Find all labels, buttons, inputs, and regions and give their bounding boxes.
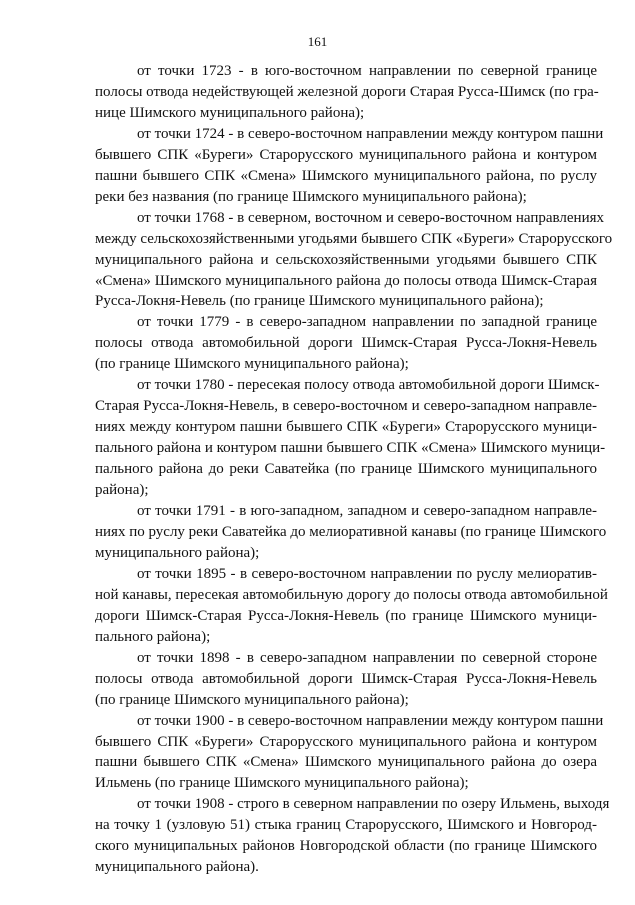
text-line: пального района); <box>95 628 211 645</box>
text-line: реки без названия (по границе Шимского муниципального района); <box>95 188 527 205</box>
text-line: пашни бывшего СПК «Смена» Шимского муниципального района до озера <box>95 754 597 771</box>
text-line: бывшего СПК «Буреги» Старорусского муниципального района и контуром <box>95 733 597 750</box>
paragraph <box>95 208 613 313</box>
text-line: Старая Русса-Локня-Невель, в северо-восточном и северо-западном направле- <box>95 398 597 415</box>
text-line: муниципального района); <box>95 544 260 561</box>
text-line: пального района до реки Саватейка (по границе Шимского муниципального <box>95 461 597 478</box>
text-line: от точки 1791 - в юго-западном, западном и северо-западном направле- <box>137 503 597 520</box>
text-line: полосы отвода автомобильной дороги Шимск-Старая Русса-Локня-Невель <box>95 335 597 352</box>
text-line: ной канавы, пересекая автомобильную дорогу до полосы отвода автомобильной <box>95 586 608 603</box>
text-line: между сельскохозяйственными угодьями бывшего СПК «Буреги» Старорусского <box>95 230 613 247</box>
text-line: от точки 1779 - в северо-западном направлении по западной границе <box>137 314 597 331</box>
text-line: пашни бывшего СПК «Смена» Шимского муниципального района, по руслу <box>95 167 597 184</box>
document-body <box>95 61 613 878</box>
text-line: ниях между контуром пашни бывшего СПК «Буреги» Старорусского муници- <box>95 419 597 436</box>
text-line: полосы отвода недействующей железной дороги Старая Русса-Шимск (по гра- <box>95 83 599 100</box>
text-line: от точки 1898 - в северо-западном направлении по северной стороне <box>137 649 597 666</box>
paragraph <box>95 564 608 648</box>
text-line: от точки 1895 - в северо-восточном направлении по руслу мелиоратив- <box>137 565 597 582</box>
text-line: ниях по руслу реки Саватейка до мелиоративной канавы (по границе Шимского <box>95 523 607 540</box>
text-line: от точки 1723 - в юго-восточном направлении по северной границе <box>137 63 597 79</box>
text-line: полосы отвода автомобильной дороги Шимск-Старая Русса-Локня-Невель <box>95 670 597 687</box>
paragraph <box>95 794 610 878</box>
page-number: 161 <box>307 34 328 49</box>
paragraph <box>95 375 606 501</box>
paragraph <box>95 501 607 564</box>
text-line: от точки 1768 - в северном, восточном и северо-восточном направлениях <box>137 209 604 226</box>
text-line: от точки 1900 - в северо-восточном направлении между контуром пашни <box>137 712 604 729</box>
text-line: пального района и контуром пашни бывшего СПК «Смена» Шимского муници- <box>95 440 606 457</box>
paragraph <box>95 124 604 208</box>
text-line: муниципального района). <box>95 859 259 876</box>
text-line: на точку 1 (узловую 51) стыка границ Старорусского, Шимского и Новгород- <box>95 817 597 834</box>
paragraph <box>95 312 597 375</box>
text-line: бывшего СПК «Буреги» Старорусского муниципального района и контуром <box>95 146 597 163</box>
text-line: нице Шимского муниципального района); <box>95 104 365 121</box>
text-line: района); <box>95 482 149 499</box>
paragraph <box>95 648 597 711</box>
text-line: «Смена» Шимского муниципального района до полосы отвода Шимск-Старая <box>95 272 597 289</box>
text-line: Русса-Локня-Невель (по границе Шимского муниципального района); <box>95 293 544 310</box>
text-line: муниципального района и сельскохозяйственными угодьями бывшего СПК <box>95 251 597 268</box>
text-line: ского муниципальных районов Новгородской области (по границе Шимского <box>95 838 597 855</box>
text-line: от точки 1780 - пересекая полосу отвода автомобильной дороги Шимск- <box>137 377 600 394</box>
text-line: (по границе Шимского муниципального района); <box>95 691 409 708</box>
text-line: (по границе Шимского муниципального района); <box>95 356 409 373</box>
paragraph <box>95 711 604 795</box>
text-line: дороги Шимск-Старая Русса-Локня-Невель (по границе Шимского муници- <box>95 607 597 624</box>
paragraph <box>95 61 597 124</box>
text-line: от точки 1908 - строго в северном направлении по озеру Ильмень, выходя <box>137 796 610 813</box>
text-line: Ильмень (по границе Шимского муниципального района); <box>95 775 469 792</box>
text-line: от точки 1724 - в северо-восточном направлении между контуром пашни <box>137 125 604 142</box>
